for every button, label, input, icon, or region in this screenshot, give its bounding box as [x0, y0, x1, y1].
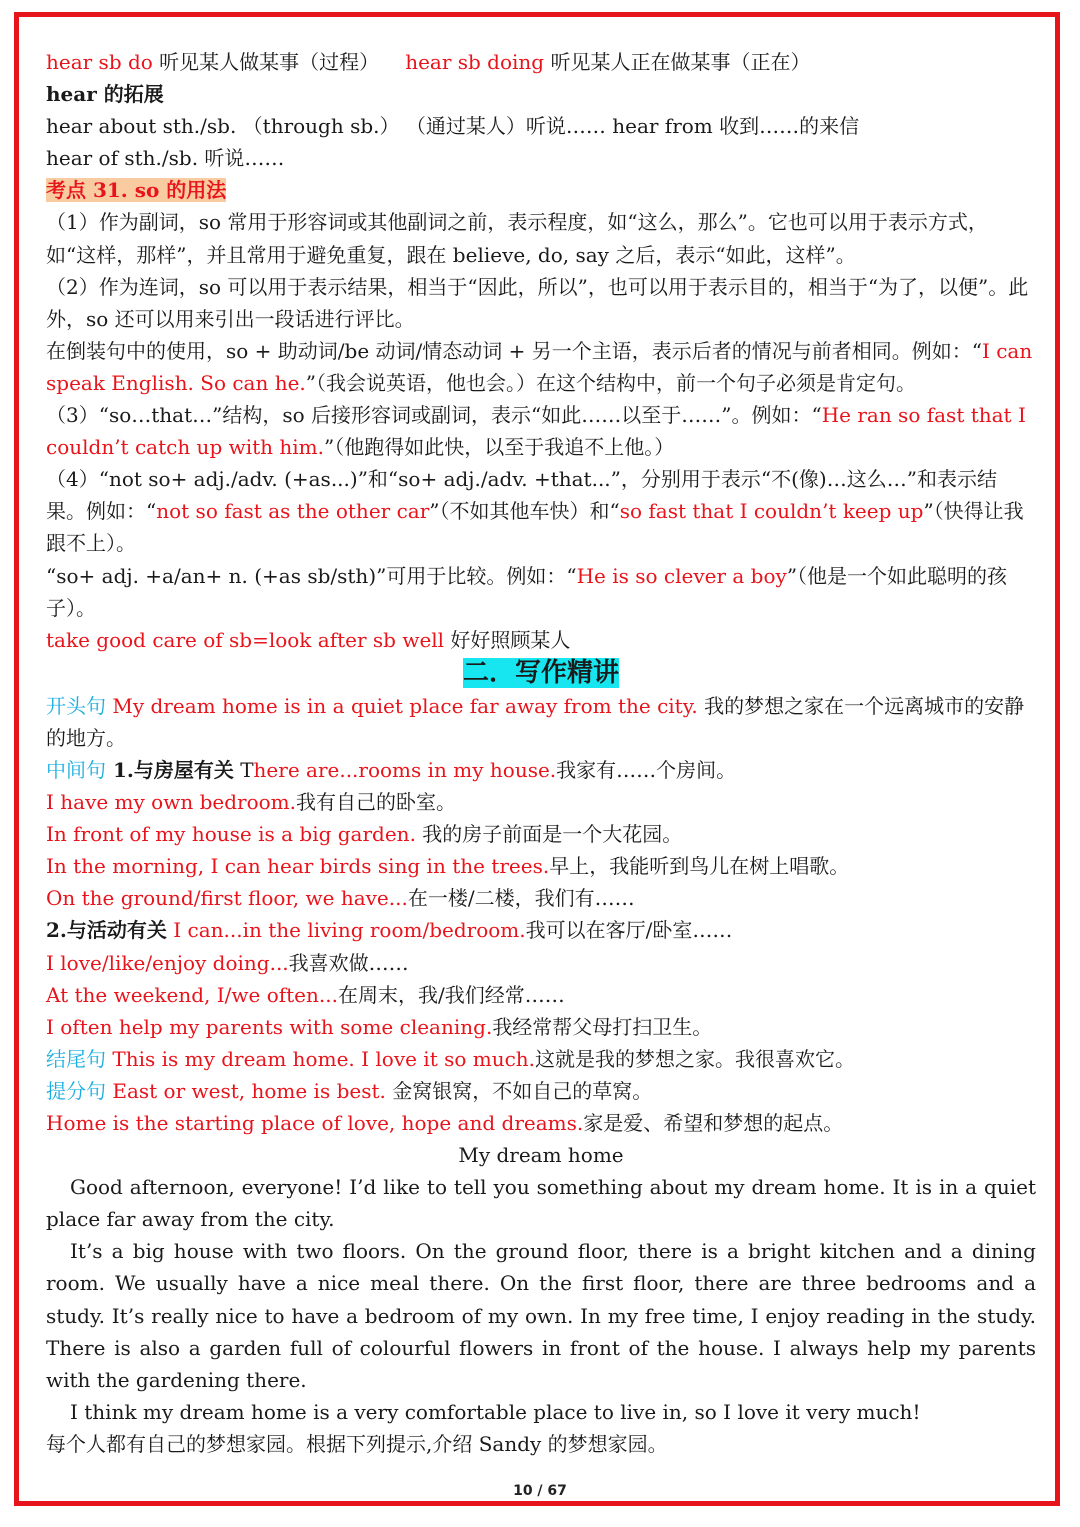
home-start-sentence — [46, 1107, 1036, 1139]
garden-en: In front of my house is a big garden. — [46, 822, 416, 847]
so-inversion-note: ”（我会说英语，他也会。）在这个结构中，前一个句子必须是肯定句。 — [305, 370, 917, 395]
enjoy-cn: 我喜欢做…… — [288, 950, 409, 975]
birds-cn: 早上，我能听到鸟儿在树上唱歌。 — [549, 854, 850, 879]
so-inversion — [46, 335, 1036, 399]
bedroom-sentence — [46, 786, 1036, 818]
house-topic-label: 1.与房屋有关 — [106, 757, 234, 782]
bonus-cn: 金窝银窝，不如自己的草窝。 — [385, 1078, 653, 1103]
so-inversion-text: 在倒装句中的使用，so + 助动词/be 动词/情态动词 + 另一个主语，表示后者的情况与前者相同。例如：“ — [46, 338, 982, 363]
so-point-3 — [46, 399, 1036, 463]
so-section-heading — [46, 174, 1036, 206]
bedroom-en: I have my own bedroom. — [46, 790, 296, 815]
hear-sb-doing-meaning: 听见某人正在做某事（正在） — [544, 50, 811, 74]
middle-label: 中间句 — [46, 757, 106, 782]
essay-paragraph-3: I think my dream home is a very comfortable place to live in, so I love it very much! — [70, 1399, 921, 1424]
hear-about-line: hear about sth./sb. （through sb.） （通过某人）听说…… hear from 收到……的来信 — [46, 114, 860, 139]
cleaning-cn: 我经常帮父母打扫卫生。 — [492, 1014, 713, 1039]
so-comparison — [46, 560, 1036, 624]
not-so-translation: ”（不如其他车快）和“ — [429, 499, 620, 524]
activity-label: 2.与活动有关 — [46, 918, 167, 943]
so-comparison-example: He is so clever a boy — [576, 563, 787, 588]
activity-heading — [46, 914, 1036, 946]
take-care-phrase: take good care of sb=look after sb well — [46, 627, 445, 652]
home-start-cn: 家是爱、希望和梦想的起点。 — [583, 1111, 844, 1135]
essay-paragraph-1: Good afternoon, everyone! I’d like to tell you something about my dream home. It is in a quiet place far away from the city. — [46, 1175, 1036, 1232]
rooms-cn: 我家有……个房间。 — [556, 757, 737, 782]
hear-sb-doing: hear sb doing — [405, 50, 545, 74]
hear-sb-do-meaning: 听见某人做某事（过程） — [152, 50, 380, 74]
weekend-cn: 在周末，我/我们经常…… — [337, 982, 565, 1007]
rooms-en: here are...rooms in my house. — [253, 757, 557, 782]
so-fast-translation: ”（快得让我跟不上）。 — [46, 499, 1024, 556]
middle-sentence-heading — [46, 754, 1036, 786]
so-that-text: （3）“so…that…”结构，so 后接形容词或副词，表示“如此……以至于……”。例如：“ — [46, 403, 822, 428]
bonus-en: East or west, home is best. — [106, 1078, 386, 1103]
birds-en: In the morning, I can hear birds sing in the trees. — [46, 854, 550, 879]
writing-section-heading — [46, 656, 1036, 690]
page-content — [46, 46, 1036, 1460]
floor-cn: 在一楼/二楼，我们有…… — [407, 886, 635, 911]
so-fast-example: so fast that I couldn’t keep up — [619, 499, 924, 524]
hear-expand-title: hear 的拓展 — [46, 82, 164, 107]
page-number: 10 / 67 — [513, 1483, 567, 1499]
ending-cn: 这就是我的梦想之家。我很喜欢它。 — [535, 1046, 856, 1071]
bedroom-cn: 我有自己的卧室。 — [295, 790, 456, 815]
essay-paragraph-2: It’s a big house with two floors. On the ground floor, there is a bright kitchen and a dining room. We usually have a nice meal there. On the first floor, there are three bedrooms and a study. It’s really nice to have a bedroom of my own. In my free time, I enjoy reading in the study. There is also a garden full of colourful flowers in front of the house. I always help my parents with the gardening there. — [46, 1239, 1036, 1392]
essay-title: My dream home — [458, 1143, 624, 1168]
cleaning-sentence — [46, 1011, 1036, 1043]
not-so-example: not so fast as the other car — [156, 499, 430, 524]
ending-en: This is my dream home. I love it so much. — [106, 1046, 536, 1071]
not-so-text: （4）“not so+ adj./adv. (+as...)”和“so+ adj./adv. +that...”，分别用于表示“不(像)…这么…”和表示结果。例如：“ — [46, 467, 997, 524]
weekend-sentence — [46, 979, 1036, 1011]
enjoy-sentence — [46, 947, 1036, 979]
ending-sentence — [46, 1043, 1036, 1075]
activity-en: I can...in the living room/bedroom. — [166, 918, 526, 943]
so-section-title: 考点 31. so 的用法 — [46, 178, 227, 203]
birds-sentence — [46, 850, 1036, 882]
enjoy-en: I love/like/enjoy doing... — [46, 950, 289, 975]
home-start-en: Home is the starting place of love, hope and dreams. — [46, 1111, 584, 1135]
garden-sentence — [46, 818, 1036, 850]
so-point-1: （1）作为副词，so 常用于形容词或其他副词之前，表示程度，如“这么，那么”。它也可以用于表示方式，如“这样，那样”，并且常用于避免重复，跟在 believe, do, say 之后，表示“如此，这样”。 — [46, 210, 988, 267]
opening-sentence — [46, 690, 1036, 754]
hear-of-line: hear of sth./sb. 听说…… — [46, 146, 285, 171]
bonus-label: 提分句 — [46, 1078, 106, 1103]
so-comparison-translation: ”（他是一个如此聪明的孩子）。 — [46, 563, 1008, 620]
opening-cn: 我的梦想之家在一个远离城市的安静的地方。 — [46, 693, 1025, 750]
bonus-sentence — [46, 1075, 1036, 1107]
opening-label: 开头句 — [46, 693, 106, 718]
so-that-example: He ran so fast that I couldn’t catch up with him. — [46, 403, 1026, 460]
floor-sentence — [46, 882, 1036, 914]
rooms-t: T — [233, 757, 254, 782]
writing-section-title: 二．写作精讲 — [462, 657, 619, 688]
hear-usage-line — [46, 46, 1036, 78]
weekend-en: At the weekend, I/we often... — [46, 982, 338, 1007]
so-inversion-example: I can speak English. So can he. — [46, 338, 1033, 395]
activity-cn: 我可以在客厅/卧室…… — [525, 918, 733, 943]
hear-sb-do: hear sb do — [46, 50, 153, 74]
take-care-meaning: 好好照顾某人 — [444, 627, 571, 652]
garden-cn: 我的房子前面是一个大花园。 — [415, 822, 683, 847]
so-point-2: （2）作为连词，so 可以用于表示结果，相当于“因此，所以”，也可以用于表示目的，相当于“为了，以便”。此外，so 还可以用来引出一段话进行评比。 — [46, 274, 1029, 331]
take-care-line — [46, 624, 1036, 656]
opening-en: My dream home is in a quiet place far away from the city. — [106, 693, 698, 718]
so-that-translation: ”（他跑得如此快，以至于我追不上他。） — [324, 435, 675, 460]
floor-en: On the ground/first floor, we have... — [46, 886, 408, 911]
ending-label: 结尾句 — [46, 1046, 106, 1071]
so-point-4 — [46, 463, 1036, 559]
so-comparison-text: “so+ adj. +a/an+ n. (+as sb/sth)”可用于比较。例如：“ — [46, 563, 577, 588]
cleaning-en: I often help my parents with some cleaning. — [46, 1014, 493, 1039]
task-prompt: 每个人都有自己的梦想家园。根据下列提示,介绍 Sandy 的梦想家园。 — [46, 1431, 668, 1456]
